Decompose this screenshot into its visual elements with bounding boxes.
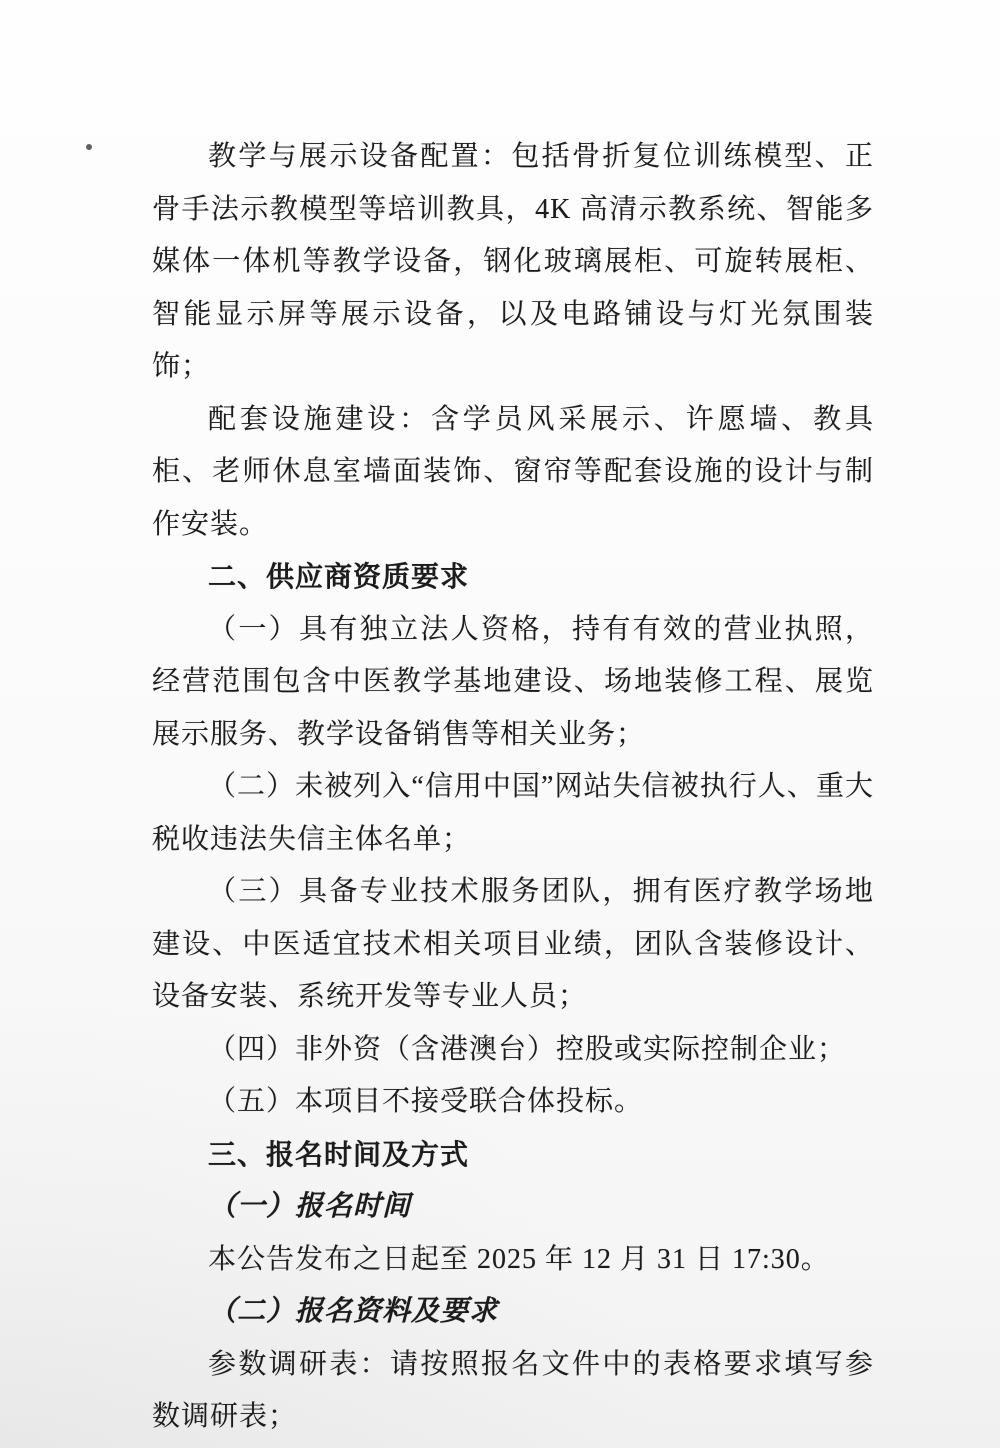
paragraph-teaching-display-equipment: 教学与展示设备配置：包括骨折复位训练模型、正骨手法示教模型等培训教具，4K 高清示教系统、智能多媒体一体机等教学设备，钢化玻璃展柜、可旋转展柜、智能显示屏等展示设备，以及电路铺设与灯光氛围装饰； [152,141,874,382]
clause-2-credit-china-list: （二）未被列入“信用中国”网站失信被执行人、重大税收违法失信主体名单； [152,771,874,855]
clause-1-independent-legal-entity: （一）具有独立法人资格，持有有效的营业执照，经营范围包含中医教学基地建设、场地装修工程、展览展示服务、教学设备销售等相关业务； [152,613,874,750]
subheading-registration-time: （一）报名时间 [208,1191,412,1222]
clause-5-no-consortium-bids: （五）本项目不接受联合体投标。 [208,1086,644,1117]
clause-3-professional-team: （三）具备专业技术服务团队，拥有医疗教学场地建设、中医适宜技术相关项目业绩，团队含装修设计、设备安装、系统开发等专业人员； [152,876,874,1012]
heading-registration-time-method: 三、报名时间及方式 [208,1138,470,1170]
paragraph-registration-deadline: 本公告发布之日起至 2025 年 12 月 31 日 17:30。 [208,1243,830,1275]
subheading-registration-materials: （二）报名资料及要求 [208,1296,499,1327]
clause-4-non-foreign-controlled: （四）非外资（含港澳台）控股或实际控制企业； [208,1033,847,1065]
paragraph-supporting-facilities: 配套设施建设：含学员风采展示、许愿墙、教具柜、老师休息室墙面装饰、窗帘等配套设施的设计与制作安装。 [152,403,874,540]
paragraph-parameter-survey-form: 参数调研表：请按照报名文件中的表格要求填写参数调研表； [152,1348,874,1432]
heading-supplier-qualifications: 二、供应商资质要求 [208,561,470,592]
